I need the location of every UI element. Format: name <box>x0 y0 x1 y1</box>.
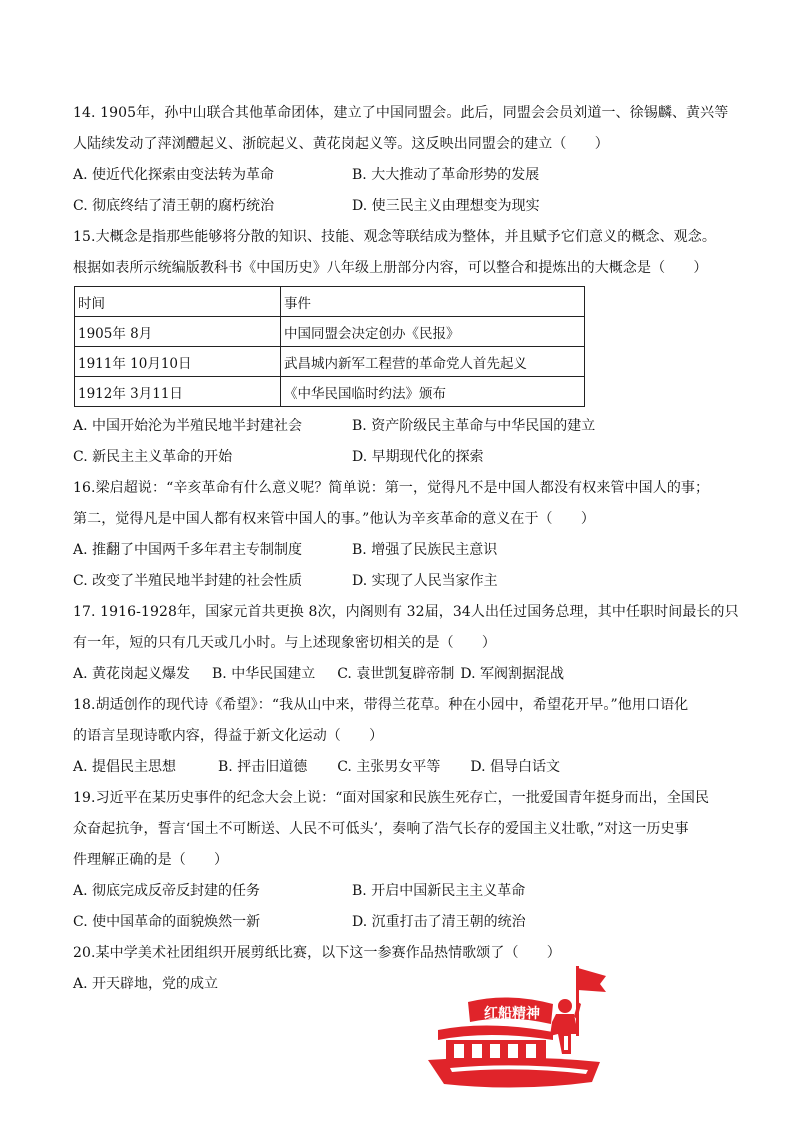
option-row <box>73 411 723 442</box>
question-text: 17. 1916-1928年，国家元首共更换 8次，内阁则有 32届，34人出任过国务总理，其中任职时间最长的只 <box>73 604 739 620</box>
option-row <box>73 752 723 783</box>
option-a[interactable]: A. 使近代化探索由变法转为革命 <box>73 167 275 183</box>
table-cell: 1905年 8月 <box>75 317 281 347</box>
question-20 <box>73 938 723 1000</box>
table-header: 时间 <box>75 287 281 317</box>
option-row <box>73 191 723 222</box>
option-a[interactable]: A. 开天辟地，党的成立 <box>73 976 219 992</box>
option-a[interactable]: A. 推翻了中国两千多年君主专制制度 <box>73 542 303 558</box>
option-c[interactable]: C. 改变了半殖民地半封建的社会性质 <box>73 573 303 589</box>
table-cell: 中国同盟会决定创办《民报》 <box>281 317 585 347</box>
question-text: 15.大概念是指那些能够将分散的知识、技能、观念等联结成为整体，并且赋予它们意义的概念、观念。 <box>73 229 716 245</box>
event-table <box>74 286 585 407</box>
option-b[interactable]: B. 大大推动了革命形势的发展 <box>352 167 540 183</box>
option-c[interactable]: C. 彻底终结了清王朝的腐朽统治 <box>73 198 275 214</box>
option-d[interactable]: D. 沉重打击了清王朝的统治 <box>352 914 526 930</box>
option-d[interactable]: D. 早期现代化的探索 <box>352 449 484 465</box>
red-boat-papercut-icon <box>428 962 608 1102</box>
question-text: 有一年，短的只有几天或几小时。与上述现象密切相关的是（ ） <box>73 635 496 651</box>
exam-page <box>73 98 739 1000</box>
question-text: 20.某中学美术社团组织开展剪纸比赛，以下这一参赛作品热情歌颂了（ ） <box>73 945 561 961</box>
option-row <box>73 907 723 938</box>
question-text: 16.梁启超说：“辛亥革命有什么意义呢？简单说：第一，觉得凡不是中国人都没有权来管中国人的事； <box>73 480 710 496</box>
question-18 <box>73 690 723 783</box>
option-row <box>73 659 723 690</box>
option-row <box>73 535 723 566</box>
table-header-row <box>75 287 585 317</box>
question-text: 19.习近平在某历史事件的纪念大会上说：“面对国家和民族生死存亡，一批爱国青年挺身而出，全国民 <box>73 790 710 806</box>
question-text: 众奋起抗争，誓言‘国土不可断送、人民不可低头’，奏响了浩气长存的爱国主义壮歌，”对这一历史事 <box>73 821 689 837</box>
option-d[interactable]: D. 倡导白话文 <box>470 759 560 775</box>
question-text: 件理解正确的是（ ） <box>73 852 229 868</box>
option-c[interactable]: C. 新民主主义革命的开始 <box>73 449 233 465</box>
table-cell: 《中华民国临时约法》颁布 <box>281 377 585 407</box>
question-text: 的语言呈现诗歌内容，得益于新文化运动（ ） <box>73 728 384 744</box>
option-b[interactable]: B. 抨击旧道德 <box>218 759 308 775</box>
question-text: 根据如表所示统编版教科书《中国历史》八年级上册部分内容，可以整合和提炼出的大概念是（ ） <box>73 260 708 276</box>
papercut-artwork <box>428 962 608 1102</box>
artwork-caption: 红船精神 <box>484 1006 540 1022</box>
table-row <box>75 317 585 347</box>
option-row <box>73 160 723 191</box>
question-text: 人陆续发动了萍浏醴起义、浙皖起义、黄花岗起义等。这反映出同盟会的建立（ ） <box>73 136 609 152</box>
option-b[interactable]: B. 资产阶级民主革命与中华民国的建立 <box>352 418 596 434</box>
question-17 <box>73 597 739 690</box>
option-b[interactable]: B. 中华民国建立 <box>212 666 316 682</box>
question-14 <box>73 98 729 222</box>
option-c[interactable]: C. 使中国革命的面貌焕然一新 <box>73 914 261 930</box>
option-d[interactable]: D. 实现了人民当家作主 <box>352 573 498 589</box>
option-row <box>73 566 723 597</box>
option-row <box>73 876 723 907</box>
table-row <box>75 377 585 407</box>
table-cell: 武昌城内新军工程营的革命党人首先起义 <box>281 347 585 377</box>
option-a[interactable]: A. 提倡民主思想 <box>73 759 177 775</box>
option-c[interactable]: C. 主张男女平等 <box>337 759 441 775</box>
option-a[interactable]: A. 中国开始沦为半殖民地半封建社会 <box>73 418 303 434</box>
option-a[interactable]: A. 彻底完成反帝反封建的任务 <box>73 883 261 899</box>
option-d[interactable]: D. 使三民主义由理想变为现实 <box>352 198 540 214</box>
option-row <box>73 969 723 1000</box>
option-a[interactable]: A. 黄花岗起义爆发 <box>73 666 191 682</box>
question-text: 14. 1905年，孙中山联合其他革命团体，建立了中国同盟会。此后，同盟会会员刘道一、徐锡麟、黄兴等 <box>73 105 729 121</box>
table-header: 事件 <box>281 287 585 317</box>
question-text: 18.胡适创作的现代诗《希望》：“我从山中来，带得兰花草。种在小园中，希望花开早。”他用口语化 <box>73 697 689 713</box>
question-16 <box>73 473 723 597</box>
question-19 <box>73 783 723 938</box>
question-15 <box>73 222 723 473</box>
option-row <box>73 442 723 473</box>
option-b[interactable]: B. 开启中国新民主主义革命 <box>352 883 526 899</box>
table-cell: 1911年 10月10日 <box>75 347 281 377</box>
option-d[interactable]: D. 军阀割据混战 <box>460 666 564 682</box>
table-cell: 1912年 3月11日 <box>75 377 281 407</box>
option-c[interactable]: C. 袁世凯复辟帝制 <box>337 666 455 682</box>
table-row <box>75 347 585 377</box>
option-b[interactable]: B. 增强了民族民主意识 <box>352 542 498 558</box>
question-text: 第二，觉得凡是中国人都有权来管中国人的事。”他认为辛亥革命的意义在于（ ） <box>73 511 595 527</box>
